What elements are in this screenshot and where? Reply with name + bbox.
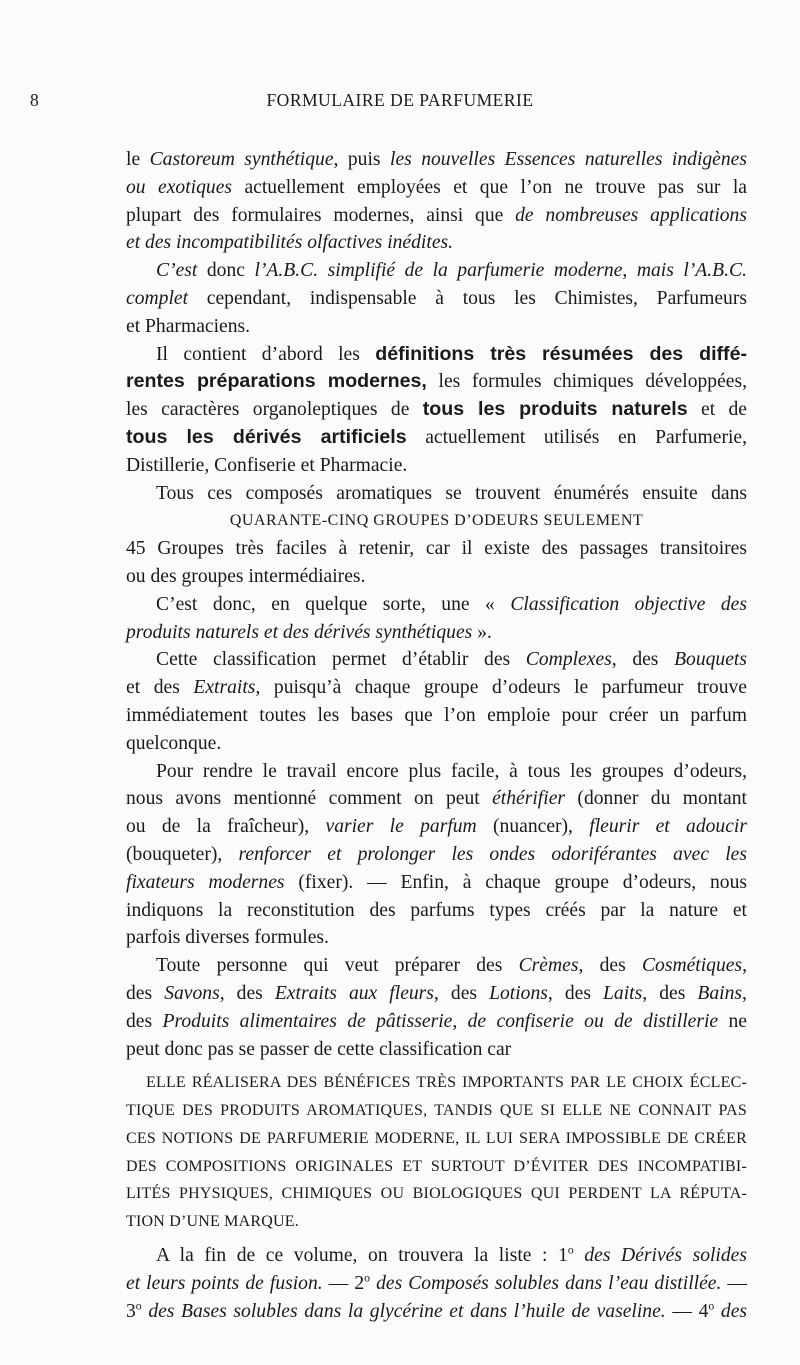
text-line: les caractères organoleptiques de tous les produits naturels et de [126, 398, 747, 421]
text-line: Cette classification permet d’établir des Complexes, des Bouquets [156, 649, 747, 671]
section-heading: QUARANTE-CINQ GROUPES D’ODEURS SEULEMENT [229, 512, 644, 530]
text-line: 45 Groupes très faciles à retenir, car il existe des passages transitoires [126, 538, 747, 560]
text-line: (bouqueter), renforcer et prolonger les ondes odoriférantes avec les [126, 843, 747, 865]
text-line: plupart des formulaires modernes, ainsi que de nombreuses applications [126, 204, 747, 226]
text-line: et des incompatibilités olfactives inédites. [126, 232, 454, 254]
text-line: ou des groupes intermédiaires. [126, 565, 366, 587]
text-line: Pour rendre le travail encore plus facile, à tous les groupes d’odeurs, [156, 760, 747, 782]
text-line: parfois diverses formules. [126, 927, 329, 949]
text-line: le Castoreum synthétique, puis les nouvelles Essences naturelles indigènes [126, 149, 747, 170]
text-line: A la fin de ce volume, on trouvera la liste : 1$^o$ des Dérivés solides [156, 1243, 747, 1267]
caps-line: TION D’UNE MARQUE. [126, 1213, 299, 1231]
text-line: Il contient d’abord les définitions très résumées des diffé- [156, 342, 747, 365]
running-header [0, 90, 800, 120]
text-line: immédiatement toutes les bases que l’on emploie pour créer un parfum [126, 704, 747, 726]
text-line: et Pharmaciens. [126, 315, 251, 337]
page-number: 8 [30, 90, 40, 110]
text-line: des Produits alimentaires de pâtisserie, de confiserie ou de distillerie ne [126, 1010, 747, 1032]
text-line: Tous ces composés aromatiques se trouvent énumérés ensuite dans [156, 482, 747, 504]
text-line: ou exotiques actuellement employées et que l’on ne trouve pas sur la [126, 176, 747, 198]
caps-line: ELLE RÉALISERA DES BÉNÉFICES TRÈS IMPORTANTS PAR LE CHOIX ÉCLEC- [146, 1074, 747, 1092]
text-line: 3$^o$ des Bases solubles dans la glycérine et dans l’huile de vaseline. — 4$^o$ des [126, 1299, 748, 1322]
text-line: tous les dérivés artificiels actuellement utilisés en Parfumerie, [126, 425, 748, 448]
text-line: et des Extraits, puisqu’à chaque groupe d’odeurs le parfumeur trouve [126, 677, 747, 699]
text-line: indiquons la reconstitution des parfums types créés par la nature et [126, 899, 747, 921]
text-line: Distillerie, Confiserie et Pharmacie. [126, 454, 408, 476]
caps-line: DES COMPOSITIONS ORIGINALES ET SURTOUT D’ÉVITER DES INCOMPATIBI- [126, 1157, 747, 1175]
text-line: fixateurs modernes (fixer). — Enfin, à chaque groupe d’odeurs, nous [126, 871, 747, 893]
text-line: C’est donc l’A.B.C. simplifié de la parfumerie moderne, mais l’A.B.C. [156, 260, 747, 282]
text-line: des Savons, des Extraits aux fleurs, des Lotions, des Laits, des Bains, [126, 982, 747, 1004]
text-line: peut donc pas se passer de cette classification car [126, 1038, 512, 1060]
caps-line: CES NOTIONS DE PARFUMERIE MODERNE, IL LUI SERA IMPOSSIBLE DE CRÉER [126, 1129, 747, 1147]
text-line: et leurs points de fusion. — 2$^o$ des Composés solubles dans l’eau distillée. — [126, 1271, 748, 1294]
text-line: ou de la fraîcheur), varier le parfum (nuancer), fleurir et adoucir [126, 816, 747, 838]
text-line: rentes préparations modernes, les formules chimiques développées, [126, 370, 747, 393]
running-title: FORMULAIRE DE PARFUMERIE [266, 90, 534, 110]
text-line: complet cependant, indispensable à tous les Chimistes, Parfumeurs [126, 287, 747, 309]
body-text [126, 146, 747, 1325]
text-line: Toute personne qui veut préparer des Crèmes, des Cosmétiques, [156, 955, 747, 977]
caps-line: LITÉS PHYSIQUES, CHIMIQUES OU BIOLOGIQUES QUI PERDENT LA RÉPUTA- [126, 1185, 747, 1203]
text-line: produits naturels et des dérivés synthétiques ». [126, 621, 492, 643]
caps-line: TIQUE DES PRODUITS AROMATIQUES, TANDIS QUE SI ELLE NE CONNAIT PAS [126, 1102, 747, 1120]
text-line: nous avons mentionné comment on peut éthérifier (donner du montant [126, 788, 747, 810]
text-line: quelconque. [126, 732, 222, 754]
text-line: C’est donc, en quelque sorte, une « Classification objective des [156, 593, 747, 615]
